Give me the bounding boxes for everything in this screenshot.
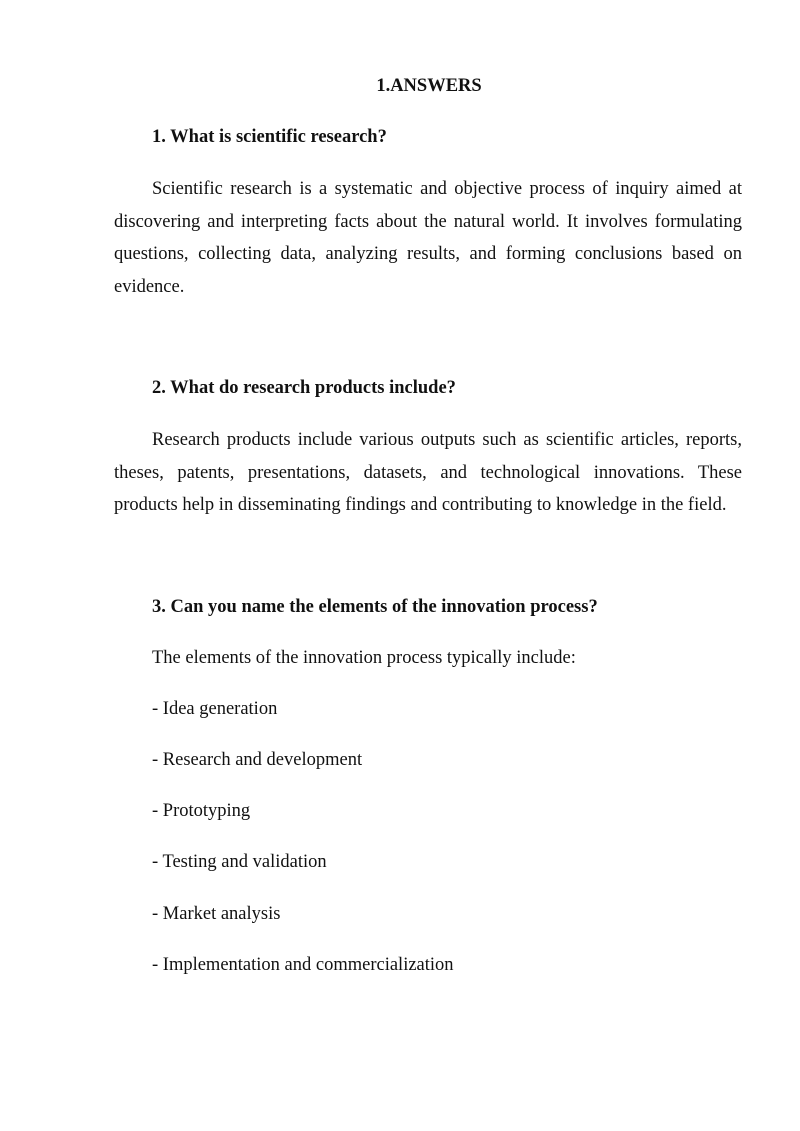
document-title: 1.ANSWERS bbox=[376, 76, 482, 96]
question-heading: 2. What do research products include? bbox=[152, 378, 456, 398]
answer-paragraph: Research products include various outputs such as scientific articles, reports, theses, patents, presentations, datasets, and technological innovations. These products help in disseminating findings and contributing to knowledge in the field. bbox=[114, 430, 742, 515]
list-item: - Idea generation bbox=[152, 699, 278, 719]
list-intro: The elements of the innovation process typically include: bbox=[152, 648, 576, 668]
list-item: - Testing and validation bbox=[152, 852, 327, 872]
question-heading: 1. What is scientific research? bbox=[152, 127, 387, 147]
list-item: - Prototyping bbox=[152, 801, 251, 821]
answer-paragraph: Scientific research is a systematic and objective process of inquiry aimed at discovering and interpreting facts about the natural world. It involves formulating questions, collecting data, analyzing results, and forming conclusions based on evidence. bbox=[114, 179, 742, 297]
list-item: - Market analysis bbox=[152, 904, 281, 924]
list-item: - Research and development bbox=[152, 750, 363, 770]
list-item: - Implementation and commercialization bbox=[152, 955, 454, 975]
question-heading: 3. Can you name the elements of the innovation process? bbox=[152, 597, 598, 617]
